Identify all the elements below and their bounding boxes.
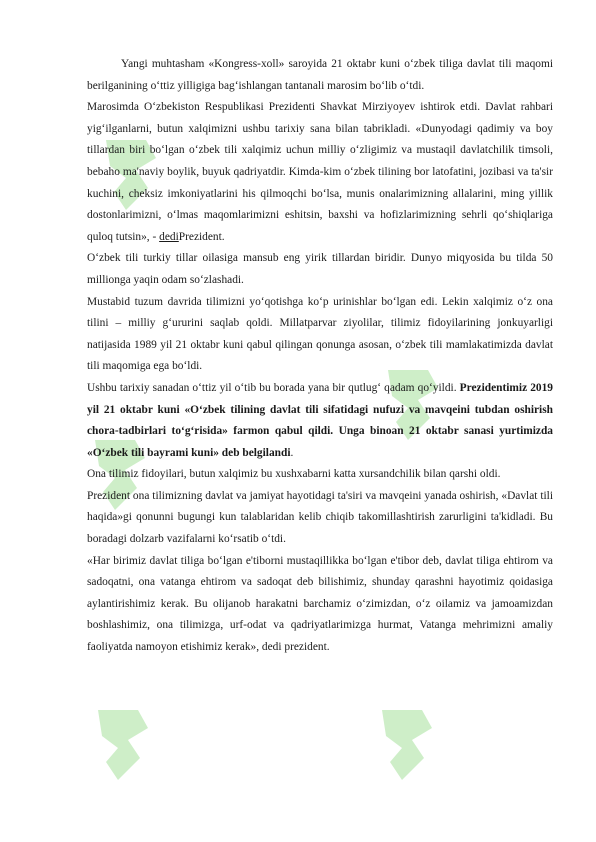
paragraph-5-bold: Prezidentimiz 2019 yil 21 oktabr kuni «O‘zbek tilining davlat tili sifatidagi nufuzi va mavqeini tubdan oshirish chora-tadbirlari to‘g‘risida» farmon qabul qildi. Unga binoan 21 oktabr sanasi yurtimizda «O‘zbek tili bayrami kuni» deb belgilandi <box>87 381 554 459</box>
paragraph-3: O‘zbek tili turkiy tillar oilasiga mansub eng yirik tillardan biridir. Dunyo miqyosida bu tilda 50 millionga yaqin odam so‘zlashadi. <box>87 252 553 286</box>
paragraph-7: Prezident ona tilimizning davlat va jamiyat hayotidagi ta'siri va mavqeini yanada oshirish, «Davlat tili haqida»gi qonunni bugungi kun talablaridan kelib chiqib takomillashtirish zarurligini ta'kidladi. Bu boradagi dolzarb vazifalarni ko‘rsatib o‘tdi. <box>87 489 553 546</box>
paragraph-4: Mustabid tuzum davrida tilimizni yo‘qotishga ko‘p urinishlar bo‘lgan edi. Lekin xalqimiz o‘z ona tilini – milliy g‘ururini saqlab qoldi. Millatparvar ziyolilar, tilimiz fidoyilarining jonkuyarligi natijasida 1989 yil 21 oktabr kuni qabul qilingan qonunga asosan, o‘zbek tili mamlakatimizda davlat tili maqomiga ega bo‘ldi. <box>87 295 553 373</box>
paragraph-8: «Har birimiz davlat tiliga bo‘lgan e'tiborni mustaqillikka bo‘lgan e'tibor deb, davlat tiliga ehtirom va sadoqatni, ona vatanga ehtirom va sadoqat deb bilishimiz, shunday qarashni hayotimiz qoidasiga aylantirishimiz kerak. Bu olijanob harakatni barchamiz o‘zimizdan, o‘z oilamiz va jamoamizdan boshlashimiz, ona tilimizga, urf-odat va qadriyatlarimizga hurmat, Vatanga mehrimizni amaliy faoliyatda namoyon etishimiz kerak», dedi prezident. <box>87 554 553 654</box>
paragraph-2-text: Marosimda O‘zbekiston Respublikasi Prezidenti Shavkat Mirziyoyev ishtirok etdi. Davlat rahbari yig‘ilganlarni, butun xalqimizni ushbu tarixiy sana bilan tabrikladi. «Dunyodagi qadimiy va boy tillardan biri bo‘lgan o‘zbek tili xalqimiz uchun milliy o‘zligimiz va mustaqil davlatchilik timsoli, bebaho ma'naviy boylik, buyuk qadriyatdir. Kimda-kim o‘zbek tilining bor latofatini, jozibasi va ta'sir kuchini, cheksiz imkoniyatlarini his qilmoqchi bo‘lsa, munis onalarimizning allalarini, ming yillik dostonlarimizni, o‘lmas maqomlarimizni eshitsin, baxshi va hofizlarimizning sehrli qo‘shiqlariga quloq tutsin», - <box>87 101 553 243</box>
watermark-logo-icon <box>88 700 158 790</box>
paragraph-2-underlined: dedi <box>159 230 179 243</box>
paragraph-1: Yangi muhtasham «Kongress-xoll» saroyida 21 oktabr kuni o‘zbek tiliga davlat tili maqomi berilganining o‘ttiz yilligiga bag‘ishlangan tantanali marosim bo‘lib o‘tdi. <box>87 58 553 92</box>
paragraph-2-tail: Prezident. <box>178 230 225 243</box>
paragraph-2 <box>87 97 553 248</box>
paragraph-5-tail: . <box>290 446 294 459</box>
article-body <box>87 54 553 659</box>
paragraph-5-text: Ushbu tarixiy sanadan o‘ttiz yil o‘tib bu borada yana bir qutlug‘ qadam qo‘yildi. <box>87 381 460 394</box>
paragraph-5 <box>87 378 553 464</box>
watermark-logo-icon <box>372 700 442 790</box>
paragraph-6: Ona tilimiz fidoyilari, butun xalqimiz bu xushxabarni katta xursandchilik bilan qarshi oldi. <box>87 468 501 481</box>
